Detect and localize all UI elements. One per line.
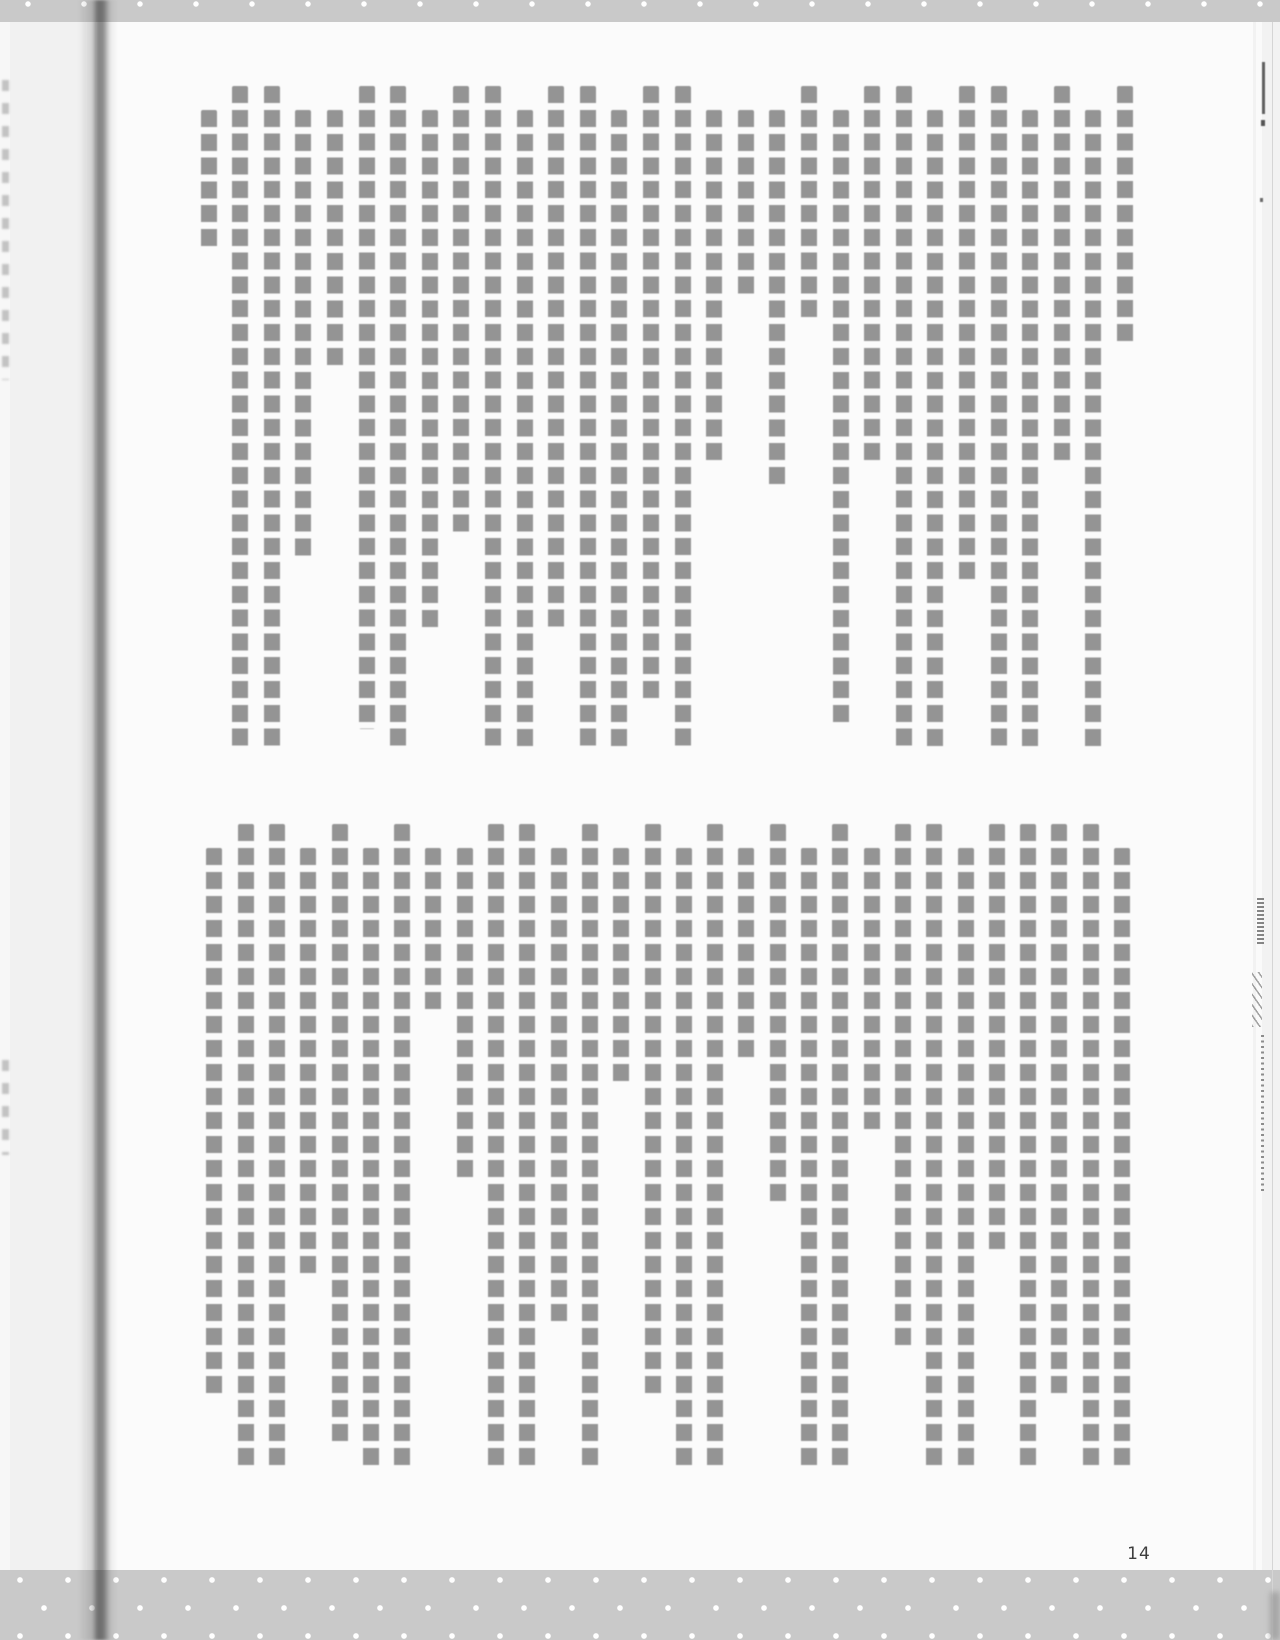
text-column-redacted	[1020, 824, 1036, 1472]
book-gutter-shadow	[78, 0, 124, 1640]
text-column-redacted	[864, 848, 880, 1136]
text-column-redacted	[645, 824, 661, 1400]
text-column-redacted	[519, 824, 535, 1472]
text-column-redacted	[206, 848, 222, 1400]
text-column-redacted	[613, 848, 629, 1088]
text-column-redacted	[958, 848, 974, 1472]
text-column-redacted	[676, 848, 692, 1472]
text-column-redacted	[394, 824, 410, 1472]
text-column-redacted	[269, 824, 285, 1472]
text-column-redacted	[1083, 824, 1099, 1472]
text-column-redacted	[707, 824, 723, 1472]
text-column-redacted	[425, 848, 441, 1016]
text-column-redacted	[770, 824, 786, 1208]
text-column-redacted	[300, 848, 316, 1280]
text-column-redacted	[738, 848, 754, 1064]
text-column-redacted	[926, 824, 942, 1472]
text-column-redacted	[895, 824, 911, 1352]
text-column-redacted	[332, 824, 348, 1448]
text-column-redacted	[801, 848, 817, 1472]
text-column-redacted	[1114, 848, 1130, 1472]
text-column-redacted	[989, 824, 1005, 1256]
text-column-redacted	[1051, 824, 1067, 1400]
text-column-redacted	[551, 848, 567, 1328]
text-column-redacted	[457, 848, 473, 1184]
text-column-redacted	[582, 824, 598, 1472]
text-column-redacted	[363, 848, 379, 1472]
page-number: 14	[1127, 1544, 1151, 1564]
text-column-redacted	[488, 824, 504, 1472]
text-column-redacted	[238, 824, 254, 1472]
text-column-redacted	[832, 824, 848, 1472]
